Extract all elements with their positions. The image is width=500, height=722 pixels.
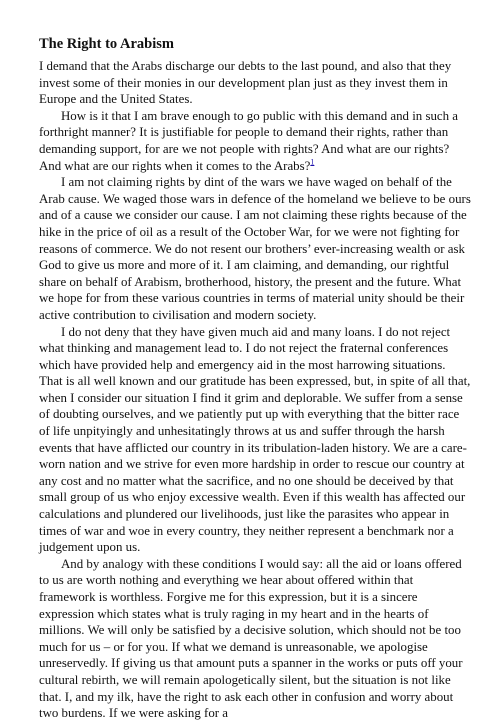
paragraph-1: I demand that the Arabs discharge our debts to the last pound, and also that they invest some of their monies in our development plan just as they invest them in Europe and the United States. xyxy=(39,59,452,107)
section-heading: The Right to Arabism xyxy=(39,36,174,52)
paragraph-4: I do not deny that they have given much aid and many loans. I do not reject what thinking and management lead to. I do not reject the fraternal conferences which have provided help and emergency aid in the most harrowing situations. That is all well known and our gratitude has been expressed, but, in spite of all that, when I consider our situation I find it grim and deplorable. We suffer from a sense of doubting ourselves, and we patiently put up with everything that the bitter race of life unpityingly and unhesitatingly throws at us and suffer through the harsh events that have afflicted our country in its tribulation-laden history. We are a care-worn nation and we strive for even more hardship in order to rescue our country at any cost and no matter what the sacrifice, and no one should be deceived by that small group of us who enjoy excessive wealth. Even if this wealth has affected our calculations and plundered our livelihoods, just like the parasites who appear in times of war and woe in every country, they neither represent a benchmark nor a judgement upon us. xyxy=(39,324,471,555)
paragraph-2-text: How is it that I am brave enough to go public with this demand and in such a forthright manner? It is justifiable for people to demand their rights, rather than demanding support, for are we not people with rights? And what are our rights? And what are our rights when it comes to the Arabs? xyxy=(39,108,459,173)
paragraph-3: I am not claiming rights by dint of the wars we have waged on behalf of the Arab cause. We waged those wars in defence of the homeland we believe to be ours and of a cause we consider our cause. I am not claiming these rights because of the hike in the price of oil as a result of the October War, for we were not fighting for reasons of commerce. We do not resent our brothers’ ever-increasing wealth or ask God to give us more and more of it. I am claiming, and demanding, our rightful share on behalf of Arabism, brotherhood, history, the present and the future. What we hope for from these various countries in terms of material unity should be their active contribution to civilisation and modern society. xyxy=(39,175,471,322)
document-page xyxy=(39,34,471,722)
paragraph-5: And by analogy with these conditions I would say: all the aid or loans offered to us are worth nothing and everything we hear about offered within that framework is worthless. Forgive me for this expression, but it is a sincere expression which states what is truly raging in my heart and in the hearts of millions. We will only be satisfied by a decisive solution, which should not be too much for us – or for you. If what we demand is unreasonable, we apologise unreservedly. If giving us that amount puts a spanner in the works or puts off your cultural rebirth, we will remain apologetically silent, but the situation is not like that. I, and my ilk, have the right to ask each other in confusion and worry about two burdens. If we were asking for a xyxy=(39,556,463,721)
paragraph-2 xyxy=(39,108,471,174)
footnote-reference-link[interactable]: 1 xyxy=(310,157,315,167)
